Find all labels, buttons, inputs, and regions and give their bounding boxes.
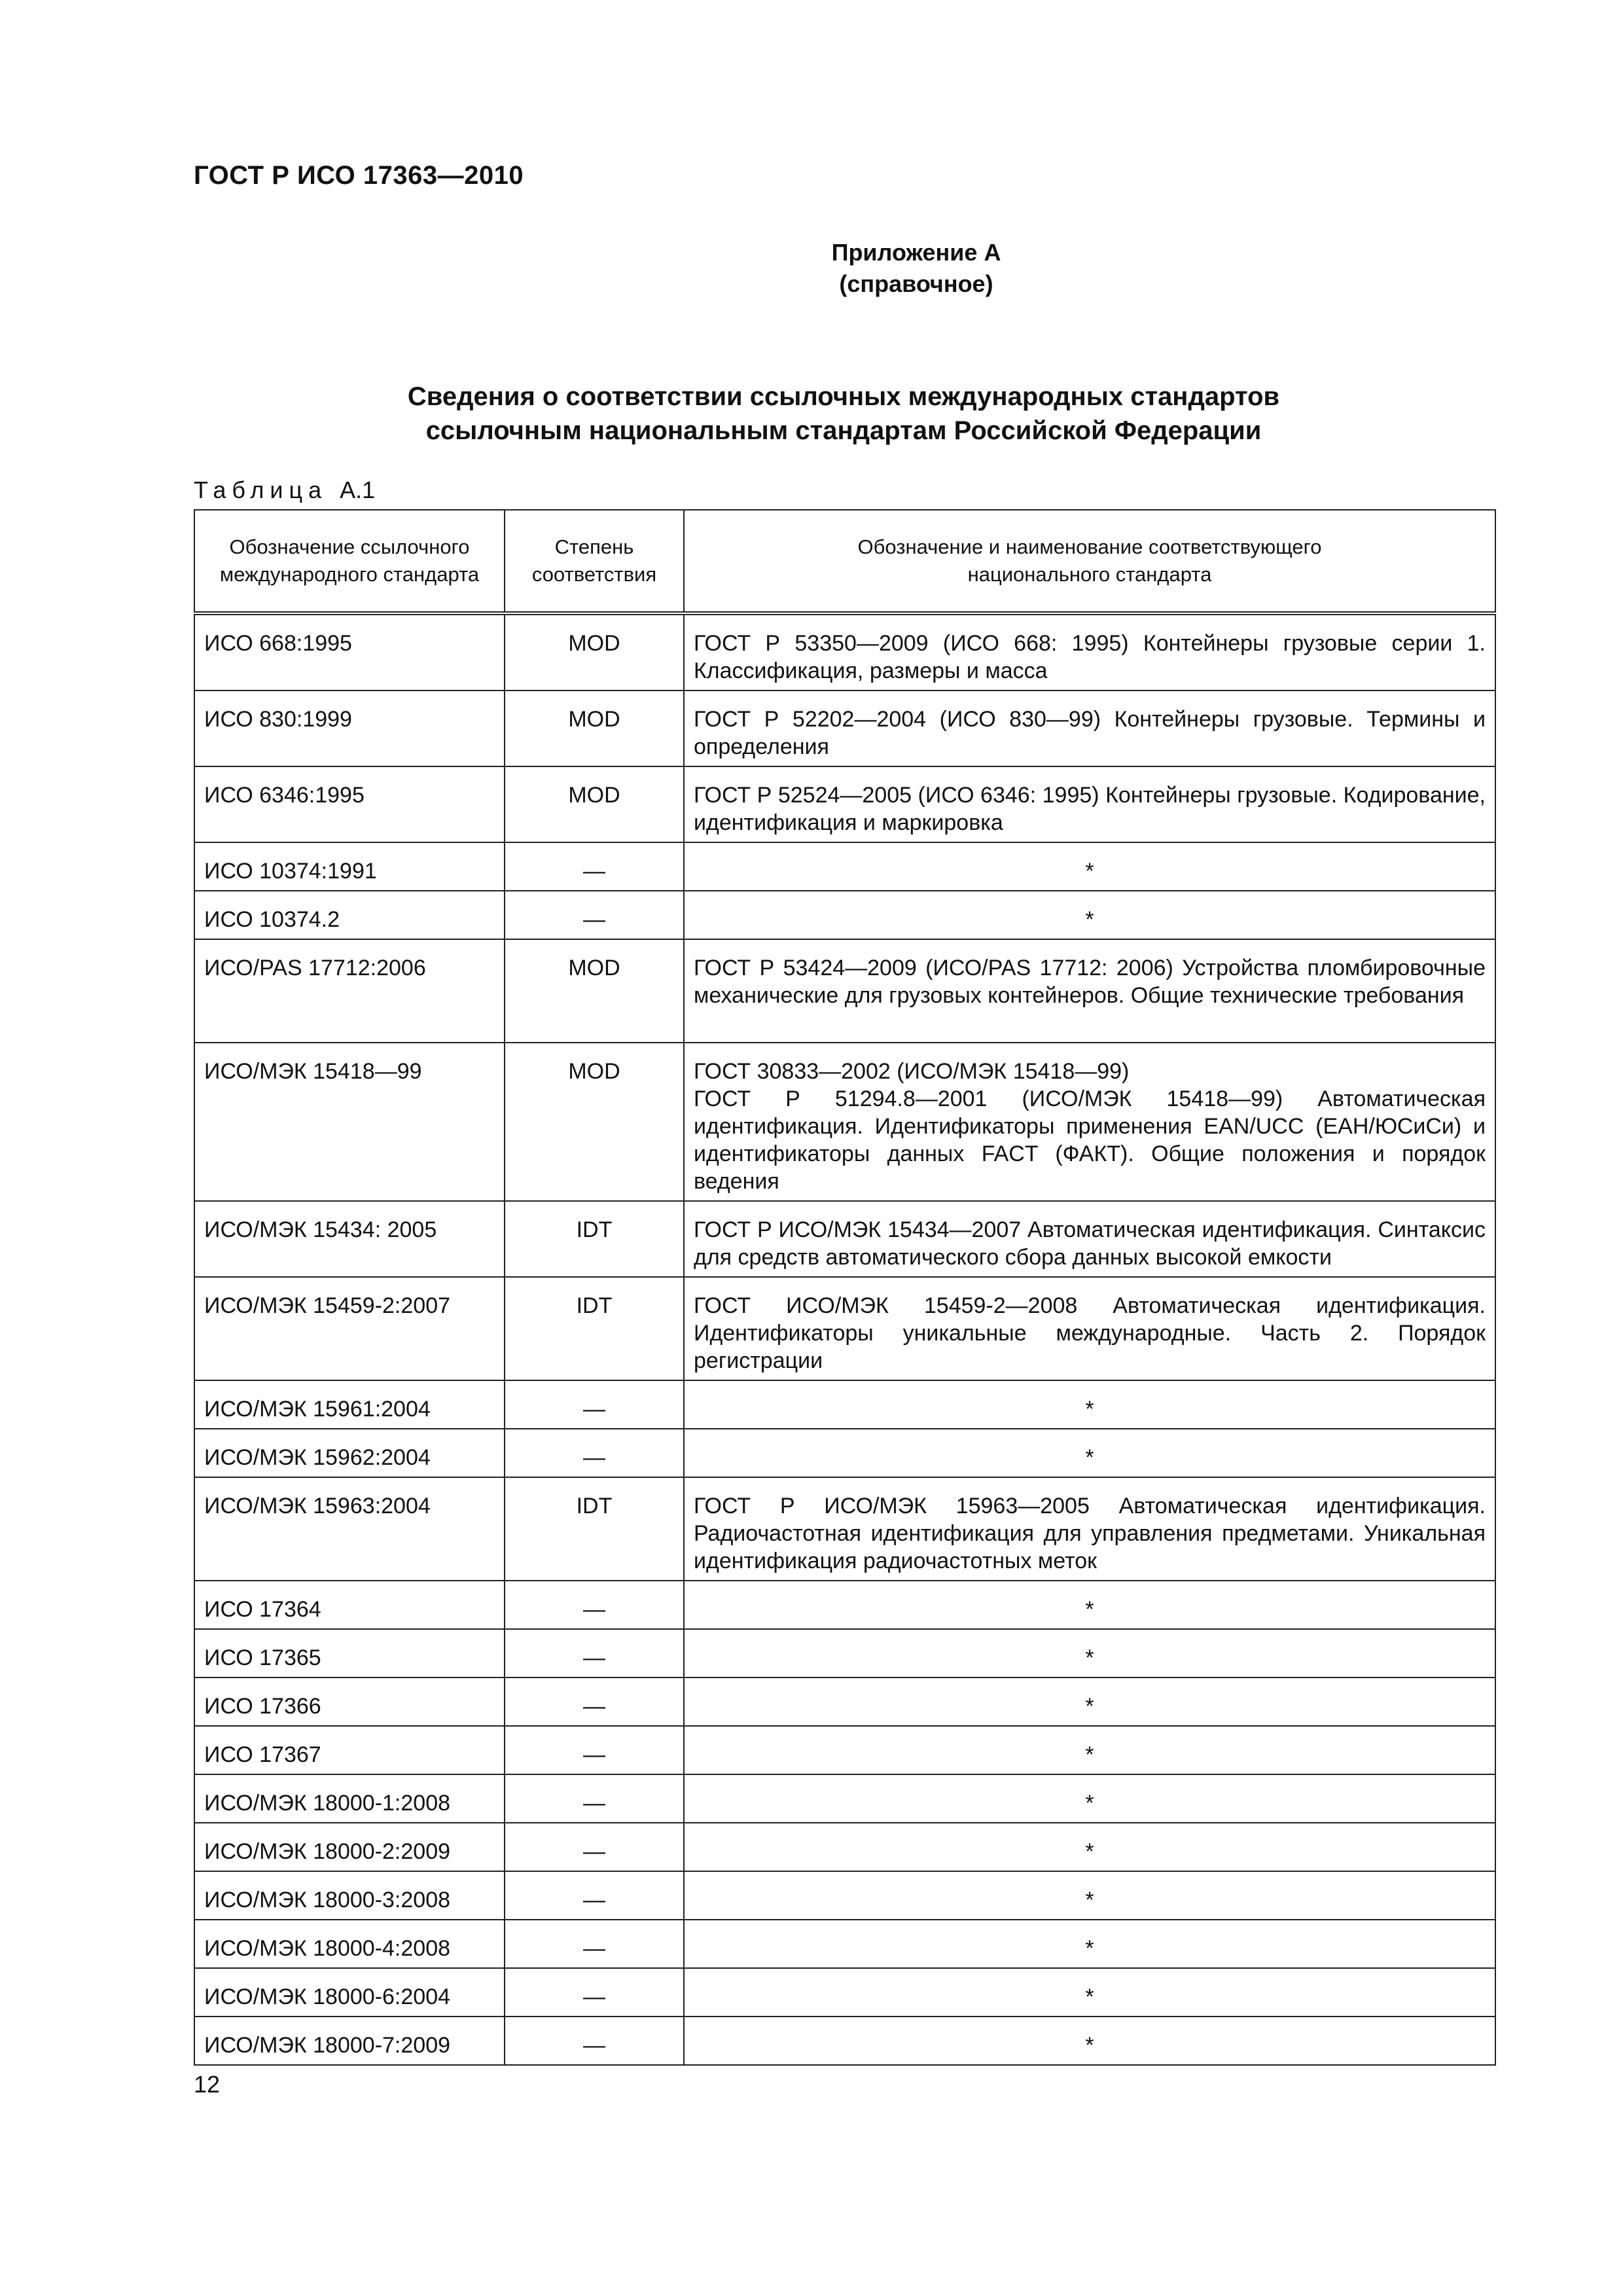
national-standard-cell: * bbox=[684, 1968, 1495, 2017]
table-caption bbox=[194, 476, 375, 504]
degree-cell: MOD bbox=[505, 766, 684, 842]
international-standard-cell: ИСО 668:1995 bbox=[194, 613, 505, 691]
national-standard-cell: * bbox=[684, 1726, 1495, 1774]
degree-cell: MOD bbox=[505, 691, 684, 766]
degree-cell: — bbox=[505, 1380, 684, 1429]
table-row bbox=[194, 2017, 1495, 2065]
national-standard-cell: * bbox=[684, 2017, 1495, 2065]
international-standard-cell: ИСО 10374:1991 bbox=[194, 842, 505, 891]
section-title-line-2: ссылочным национальным стандартам Российской Федерации bbox=[425, 416, 1262, 445]
degree-cell: — bbox=[505, 1774, 684, 1823]
national-standard-cell: * bbox=[684, 1920, 1495, 1968]
table-row bbox=[194, 1429, 1495, 1477]
international-standard-cell: ИСО 17365 bbox=[194, 1629, 505, 1677]
degree-cell: — bbox=[505, 1429, 684, 1477]
table-row bbox=[194, 1629, 1495, 1677]
table-row bbox=[194, 613, 1495, 691]
international-standard-cell: ИСО/МЭК 15434: 2005 bbox=[194, 1201, 505, 1277]
table-row bbox=[194, 1380, 1495, 1429]
table-row bbox=[194, 1726, 1495, 1774]
national-standard-cell: ГОСТ Р ИСО/МЭК 15434—2007 Автоматическая идентификация. Синтаксис для средств автоматического сбора данных высокой емкости bbox=[684, 1201, 1495, 1277]
table-row bbox=[194, 1277, 1495, 1380]
national-standard-cell: * bbox=[684, 1380, 1495, 1429]
national-standard-cell: * bbox=[684, 1429, 1495, 1477]
table-row bbox=[194, 766, 1495, 842]
national-standard-cell: * bbox=[684, 891, 1495, 939]
table-row bbox=[194, 1581, 1495, 1629]
header-international-standard: Обозначение ссылочного международного стандарта bbox=[194, 510, 505, 613]
international-standard-cell: ИСО 6346:1995 bbox=[194, 766, 505, 842]
table-caption-word: Таблица bbox=[194, 476, 328, 503]
national-standard-cell: ГОСТ ИСО/МЭК 15459-2—2008 Автоматическая идентификация. Идентификаторы уникальные международные. Часть 2. Порядок регистрации bbox=[684, 1277, 1495, 1380]
degree-cell: — bbox=[505, 1581, 684, 1629]
international-standard-cell: ИСО/МЭК 15963:2004 bbox=[194, 1477, 505, 1581]
table-caption-number: А.1 bbox=[340, 476, 376, 503]
degree-cell: IDT bbox=[505, 1477, 684, 1581]
appendix-kind: (справочное) bbox=[839, 270, 993, 297]
national-standard-cell: * bbox=[684, 842, 1495, 891]
national-standard-cell: ГОСТ Р 52202—2004 (ИСО 830—99) Контейнеры грузовые. Термины и определения bbox=[684, 691, 1495, 766]
degree-cell: — bbox=[505, 1920, 684, 1968]
table-row bbox=[194, 1871, 1495, 1920]
table-row bbox=[194, 1477, 1495, 1581]
table-row bbox=[194, 1201, 1495, 1277]
degree-cell: IDT bbox=[505, 1277, 684, 1380]
international-standard-cell: ИСО/МЭК 18000-6:2004 bbox=[194, 1968, 505, 2017]
international-standard-cell: ИСО/МЭК 18000-2:2009 bbox=[194, 1823, 505, 1871]
international-standard-cell: ИСО 10374.2 bbox=[194, 891, 505, 939]
table-row bbox=[194, 1968, 1495, 2017]
degree-cell: — bbox=[505, 1871, 684, 1920]
national-standard-cell: * bbox=[684, 1823, 1495, 1871]
national-standard-cell: * bbox=[684, 1871, 1495, 1920]
degree-cell: MOD bbox=[505, 1043, 684, 1201]
national-standard-cell bbox=[684, 1043, 1495, 1201]
international-standard-cell: ИСО 17366 bbox=[194, 1677, 505, 1726]
page-number: 12 bbox=[194, 2071, 221, 2098]
national-standard-cell: ГОСТ Р 52524—2005 (ИСО 6346: 1995) Контейнеры грузовые. Кодирование, идентификация и маркировка bbox=[684, 766, 1495, 842]
table-row bbox=[194, 1677, 1495, 1726]
national-standard-line-1: ГОСТ 30833—2002 (ИСО/МЭК 15418—99) bbox=[694, 1059, 1130, 1084]
international-standard-cell: ИСО/МЭК 15962:2004 bbox=[194, 1429, 505, 1477]
appendix-heading bbox=[0, 237, 1623, 300]
international-standard-cell: ИСО/МЭК 15418—99 bbox=[194, 1043, 505, 1201]
table-header-row bbox=[194, 510, 1495, 613]
national-standard-cell: * bbox=[684, 1774, 1495, 1823]
degree-cell: — bbox=[505, 1968, 684, 2017]
degree-cell: — bbox=[505, 1629, 684, 1677]
header-national-standard: Обозначение и наименование соответствующего национального стандарта bbox=[684, 510, 1495, 613]
table-row bbox=[194, 1823, 1495, 1871]
degree-cell: — bbox=[505, 1677, 684, 1726]
international-standard-cell: ИСО/МЭК 18000-4:2008 bbox=[194, 1920, 505, 1968]
degree-cell: — bbox=[505, 1823, 684, 1871]
national-standard-cell: * bbox=[684, 1581, 1495, 1629]
degree-cell: — bbox=[505, 891, 684, 939]
header-degree: Степень соответствия bbox=[505, 510, 684, 613]
table-row bbox=[194, 691, 1495, 766]
table-row bbox=[194, 842, 1495, 891]
section-title bbox=[194, 380, 1493, 448]
correspondence-table bbox=[194, 509, 1496, 2066]
international-standard-cell: ИСО/PAS 17712:2006 bbox=[194, 939, 505, 1043]
table-row bbox=[194, 1774, 1495, 1823]
international-standard-cell: ИСО/МЭК 18000-7:2009 bbox=[194, 2017, 505, 2065]
degree-cell: — bbox=[505, 1726, 684, 1774]
degree-cell: MOD bbox=[505, 613, 684, 691]
degree-cell: — bbox=[505, 2017, 684, 2065]
national-standard-cell: * bbox=[684, 1629, 1495, 1677]
national-standard-line-2: ГОСТ Р 51294.8—2001 (ИСО/МЭК 15418—99) Автоматическая идентификация. Идентификаторы применения EAN/UCC (ЕАН/ЮСиСи) и идентификаторы данных FACT (ФАКТ). Общие положения и порядок ведения bbox=[694, 1086, 1486, 1194]
table-row bbox=[194, 1920, 1495, 1968]
international-standard-cell: ИСО 17364 bbox=[194, 1581, 505, 1629]
table-row bbox=[194, 891, 1495, 939]
international-standard-cell: ИСО/МЭК 18000-3:2008 bbox=[194, 1871, 505, 1920]
international-standard-cell: ИСО 830:1999 bbox=[194, 691, 505, 766]
appendix-title: Приложение А bbox=[831, 239, 1001, 266]
section-title-line-1: Сведения о соответствии ссылочных международных стандартов bbox=[407, 382, 1280, 411]
national-standard-cell: ГОСТ Р 53350—2009 (ИСО 668: 1995) Контейнеры грузовые серии 1. Классификация, размеры и масса bbox=[684, 613, 1495, 691]
national-standard-cell: * bbox=[684, 1677, 1495, 1726]
international-standard-cell: ИСО 17367 bbox=[194, 1726, 505, 1774]
national-standard-cell: ГОСТ Р 53424—2009 (ИСО/PAS 17712: 2006) Устройства пломбировочные механические для грузовых контейнеров. Общие технические требования bbox=[684, 939, 1495, 1043]
degree-cell: MOD bbox=[505, 939, 684, 1043]
international-standard-cell: ИСО/МЭК 18000-1:2008 bbox=[194, 1774, 505, 1823]
degree-cell: — bbox=[505, 842, 684, 891]
table-row bbox=[194, 939, 1495, 1043]
international-standard-cell: ИСО/МЭК 15459-2:2007 bbox=[194, 1277, 505, 1380]
degree-cell: IDT bbox=[505, 1201, 684, 1277]
international-standard-cell: ИСО/МЭК 15961:2004 bbox=[194, 1380, 505, 1429]
national-standard-cell: ГОСТ Р ИСО/МЭК 15963—2005 Автоматическая идентификация. Радиочастотная идентификация для управления предметами. Уникальная идентификация радиочастотных меток bbox=[684, 1477, 1495, 1581]
document-header: ГОСТ Р ИСО 17363—2010 bbox=[194, 161, 524, 190]
table-row bbox=[194, 1043, 1495, 1201]
